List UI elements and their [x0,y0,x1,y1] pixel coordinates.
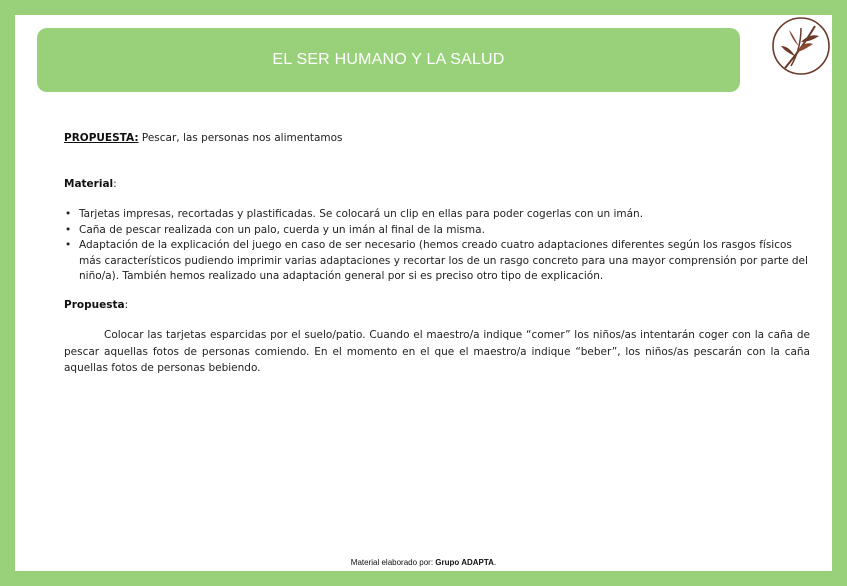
material-section [64,177,810,285]
footer-author: Grupo ADAPTA [435,558,494,567]
page-title: EL SER HUMANO Y LA SALUD [272,51,505,68]
list-item: • Tarjetas impresas, recortadas y plastificadas. Se colocará un clip en ellas para poder cogerlas con un imán. [79,207,810,223]
propuesta-heading [64,298,810,314]
wheat-leaves-logo-icon [771,16,831,76]
proposal-label: PROPUESTA: [64,132,139,144]
list-item: • Caña de pescar realizada con un palo, cuerda y un imán al final de la misma. [79,223,810,239]
material-list [64,207,810,285]
document-body [64,131,810,377]
propuesta-colon: : [124,298,129,311]
material-heading [64,177,810,193]
footer-credit [15,558,832,567]
material-colon: : [113,177,117,190]
title-banner [37,28,740,92]
propuesta-paragraph: Colocar las tarjetas esparcidas por el suelo/patio. Cuando el maestro/a indique “comer” los niños/as intentarán coger con la caña de pescar aquellas fotos de personas comiendo. En el momento en el que el maestro/a indique “beber”, los niños/as pescarán con la caña aquellas fotos de personas bebiendo. [64,329,810,374]
footer-prefix: Material elaborado por: [350,558,436,567]
proposal-line [64,131,810,147]
proposal-text: Pescar, las personas nos alimentamos [138,132,343,144]
list-item: • Adaptación de la explicación del juego en caso de ser necesario (hemos creado cuatro adaptaciones diferentes según los rasgos físicos más característicos pudiendo imprimir varias adaptaciones y recortar los de un rasgo concreto para una mayor comprensión por parte del niño/a). También hemos realizado una adaptación general por si es preciso otro tipo de explicación. [79,238,810,285]
propuesta-label: Propuesta [64,298,125,311]
footer-suffix: . [493,558,497,567]
propuesta-section [64,298,810,377]
material-label: Material [64,177,114,190]
